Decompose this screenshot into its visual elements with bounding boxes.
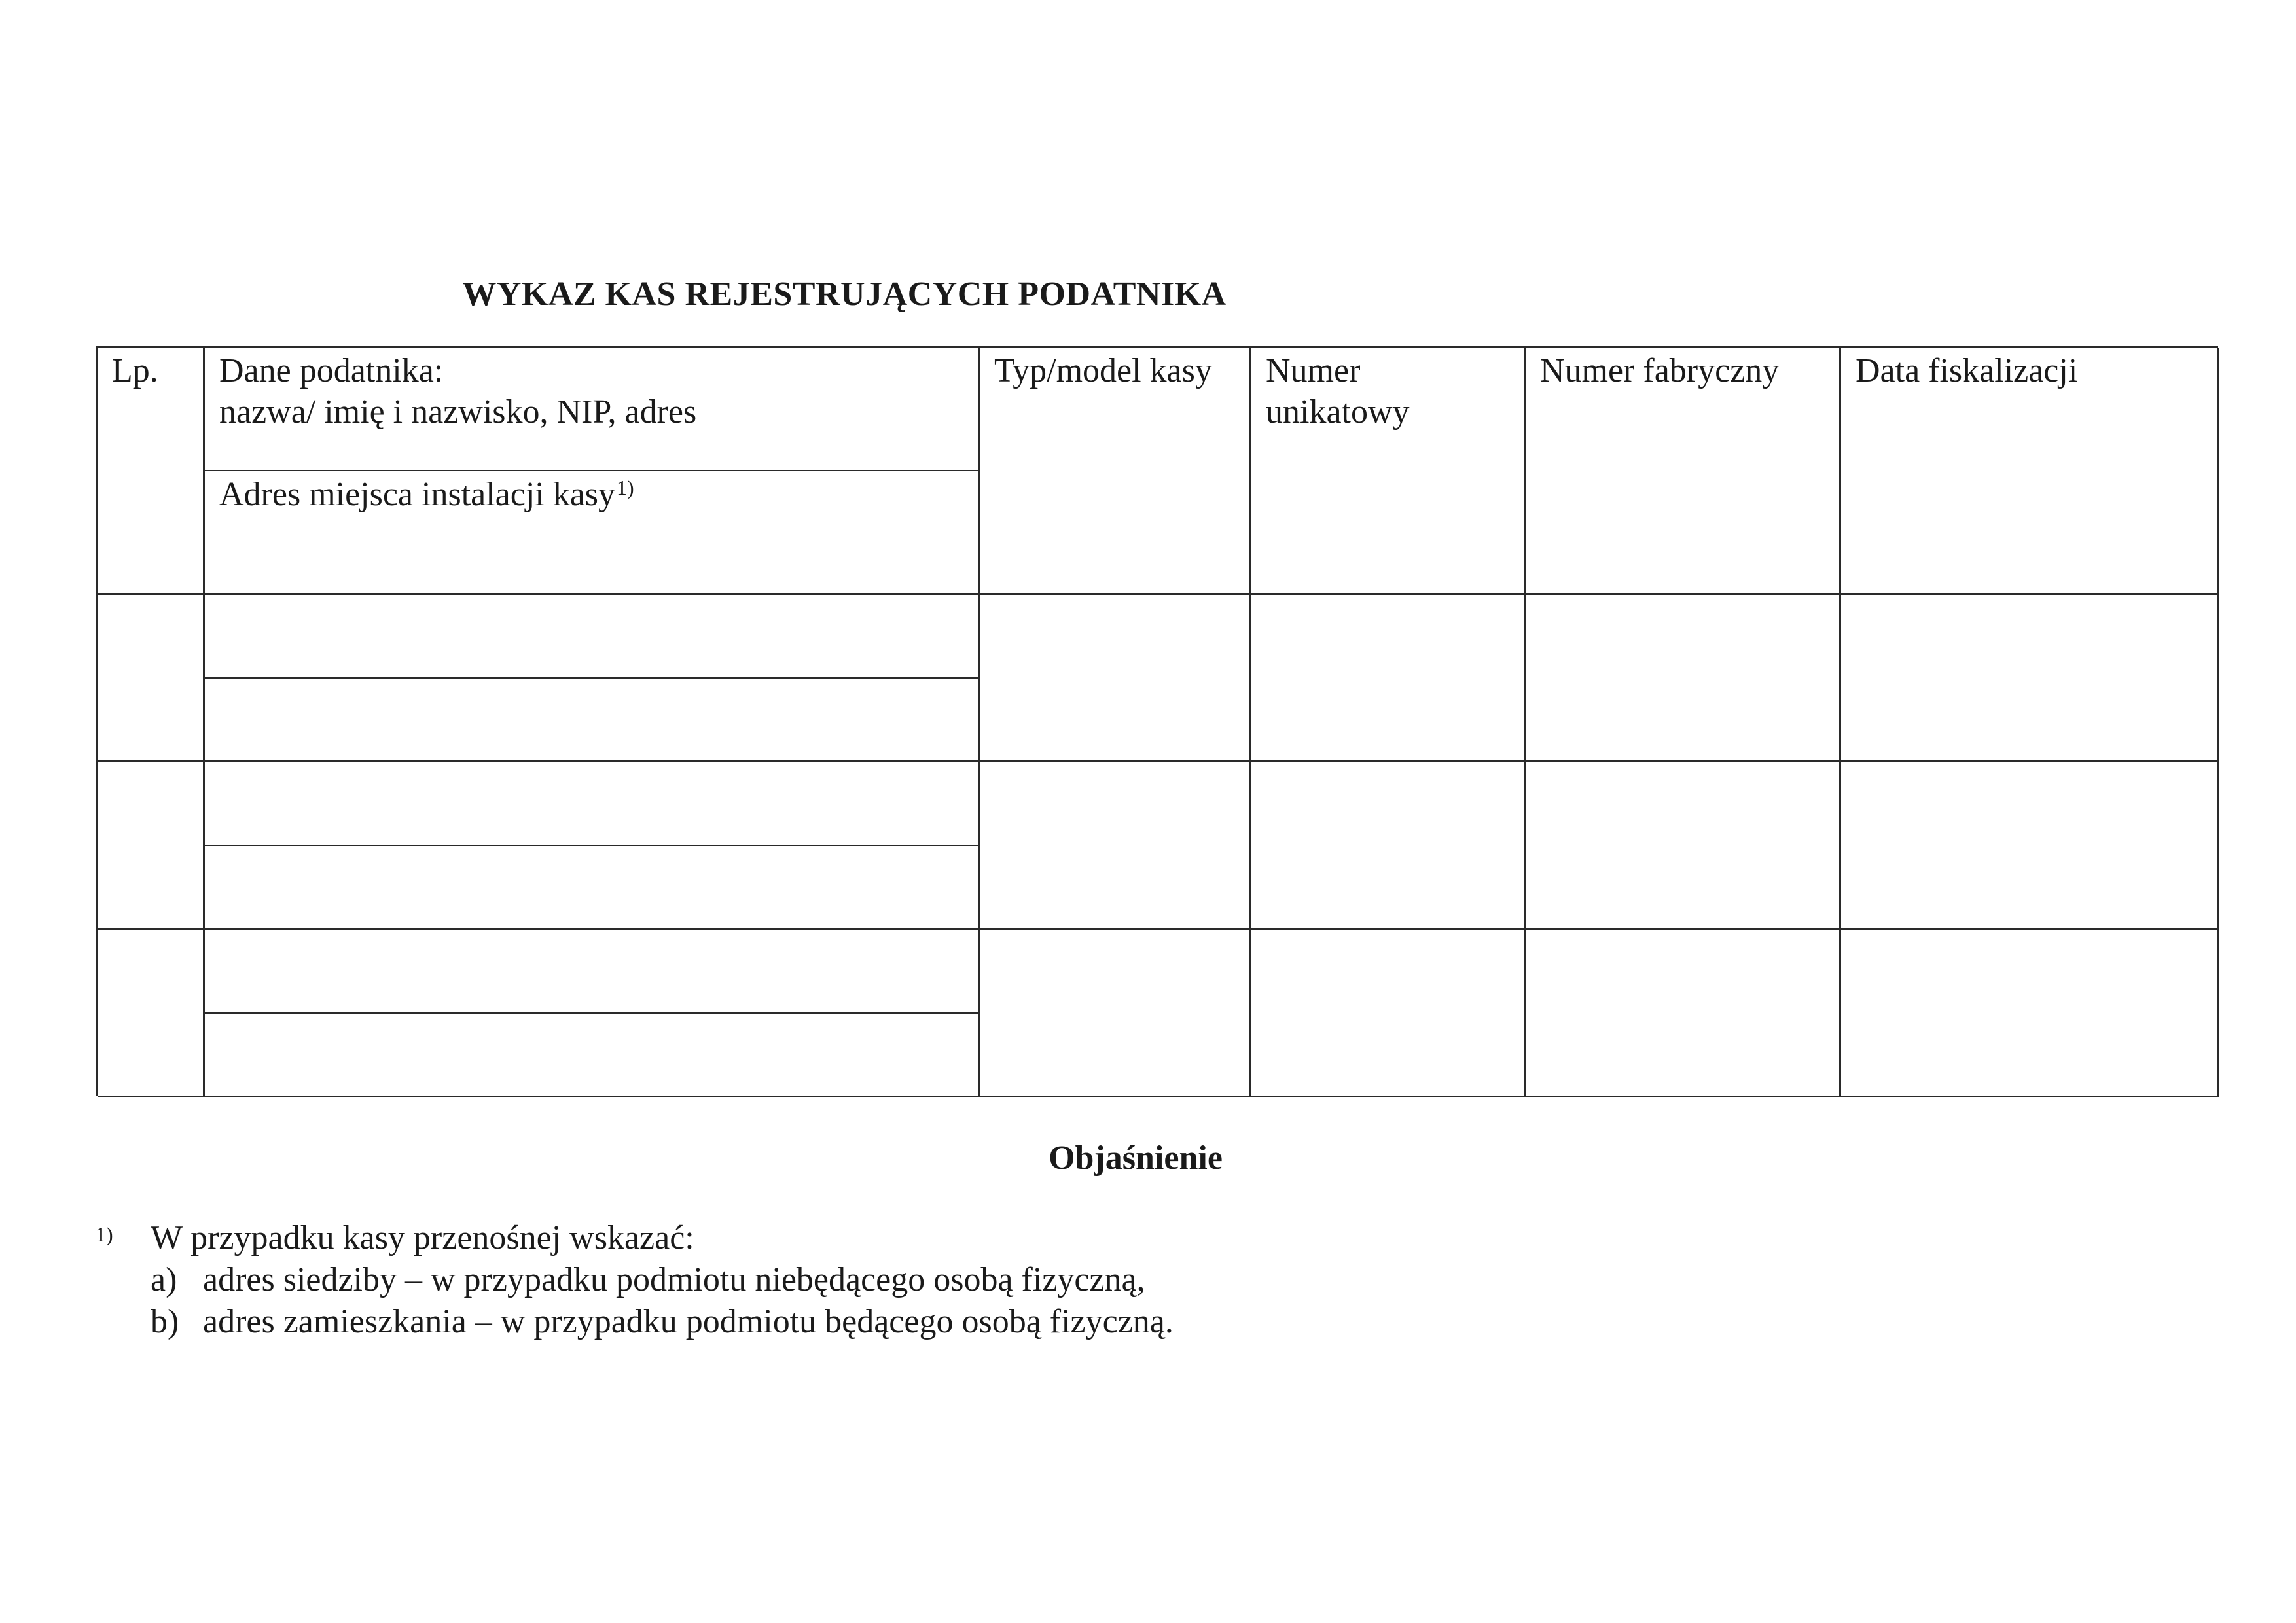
row3-factory-number-cell[interactable] [1526,930,1841,1097]
header-fiscalization-date [1841,348,2219,595]
row2-fiscalization-date-cell[interactable] [1841,762,2219,930]
row1-taxpayer-cell[interactable] [205,595,980,679]
explanation-item-label: a) [151,1261,177,1298]
document-title: WYKAZ KAS REJESTRUJĄCYCH PODATNIKA [462,276,1227,313]
row1-lp-cell[interactable] [98,595,205,762]
explanation-item-text: adres siedziby – w przypadku podmiotu niebędącego osobą fizyczną, [203,1261,1145,1298]
header-taxpayer-line1: Dane podatnika: [219,352,444,389]
row3-lp-cell[interactable] [98,930,205,1097]
row3-install-address-cell[interactable] [205,1014,980,1097]
header-factory-number-label: Numer fabryczny [1540,352,1780,389]
row2-unique-number-cell[interactable] [1251,762,1526,930]
explanation-heading: Objaśnienie [1049,1139,1223,1177]
row1-install-address-cell[interactable] [205,679,980,762]
header-fiscalization-date-label: Data fiskalizacji [1856,352,2078,389]
row3-taxpayer-cell[interactable] [205,930,980,1014]
header-factory-number [1526,348,1841,595]
row3-fiscalization-date-cell[interactable] [1841,930,2219,1097]
header-model [980,348,1251,595]
row2-lp-cell[interactable] [98,762,205,930]
footnote-marker: 1) [96,1222,113,1246]
header-model-label: Typ/model kasy [994,352,1212,389]
header-lp [98,348,205,595]
row2-install-address-cell[interactable] [205,846,980,930]
explanation-item-label: b) [151,1303,179,1340]
header-install-address [205,471,980,595]
row2-factory-number-cell[interactable] [1526,762,1841,930]
row1-model-cell[interactable] [980,595,1251,762]
cash-register-table [96,346,2218,1096]
header-taxpayer-data [205,348,980,471]
header-taxpayer-line2: nazwa/ imię i nazwisko, NIP, adres [219,393,697,431]
row3-model-cell[interactable] [980,930,1251,1097]
header-lp-label: Lp. [112,352,158,389]
explanation-item-a [151,1259,1174,1301]
header-install-address-label: Adres miejsca instalacji kasy [219,476,616,513]
header-unique-number-line1: Numer [1266,352,1361,389]
header-unique-number-line2: unikatowy [1266,393,1410,431]
explanation-lead: W przypadku kasy przenośnej wskazać: [151,1219,694,1257]
explanation-item-b [151,1301,1174,1343]
row1-unique-number-cell[interactable] [1251,595,1526,762]
explanation-item-text: adres zamieszkania – w przypadku podmiotu będącego osobą fizyczną. [203,1303,1174,1340]
row2-taxpayer-cell[interactable] [205,762,980,846]
explanation-notes [96,1217,1174,1343]
footnote-ref: 1) [617,476,634,499]
row1-fiscalization-date-cell[interactable] [1841,595,2219,762]
row1-factory-number-cell[interactable] [1526,595,1841,762]
row3-unique-number-cell[interactable] [1251,930,1526,1097]
row2-model-cell[interactable] [980,762,1251,930]
header-unique-number [1251,348,1526,595]
